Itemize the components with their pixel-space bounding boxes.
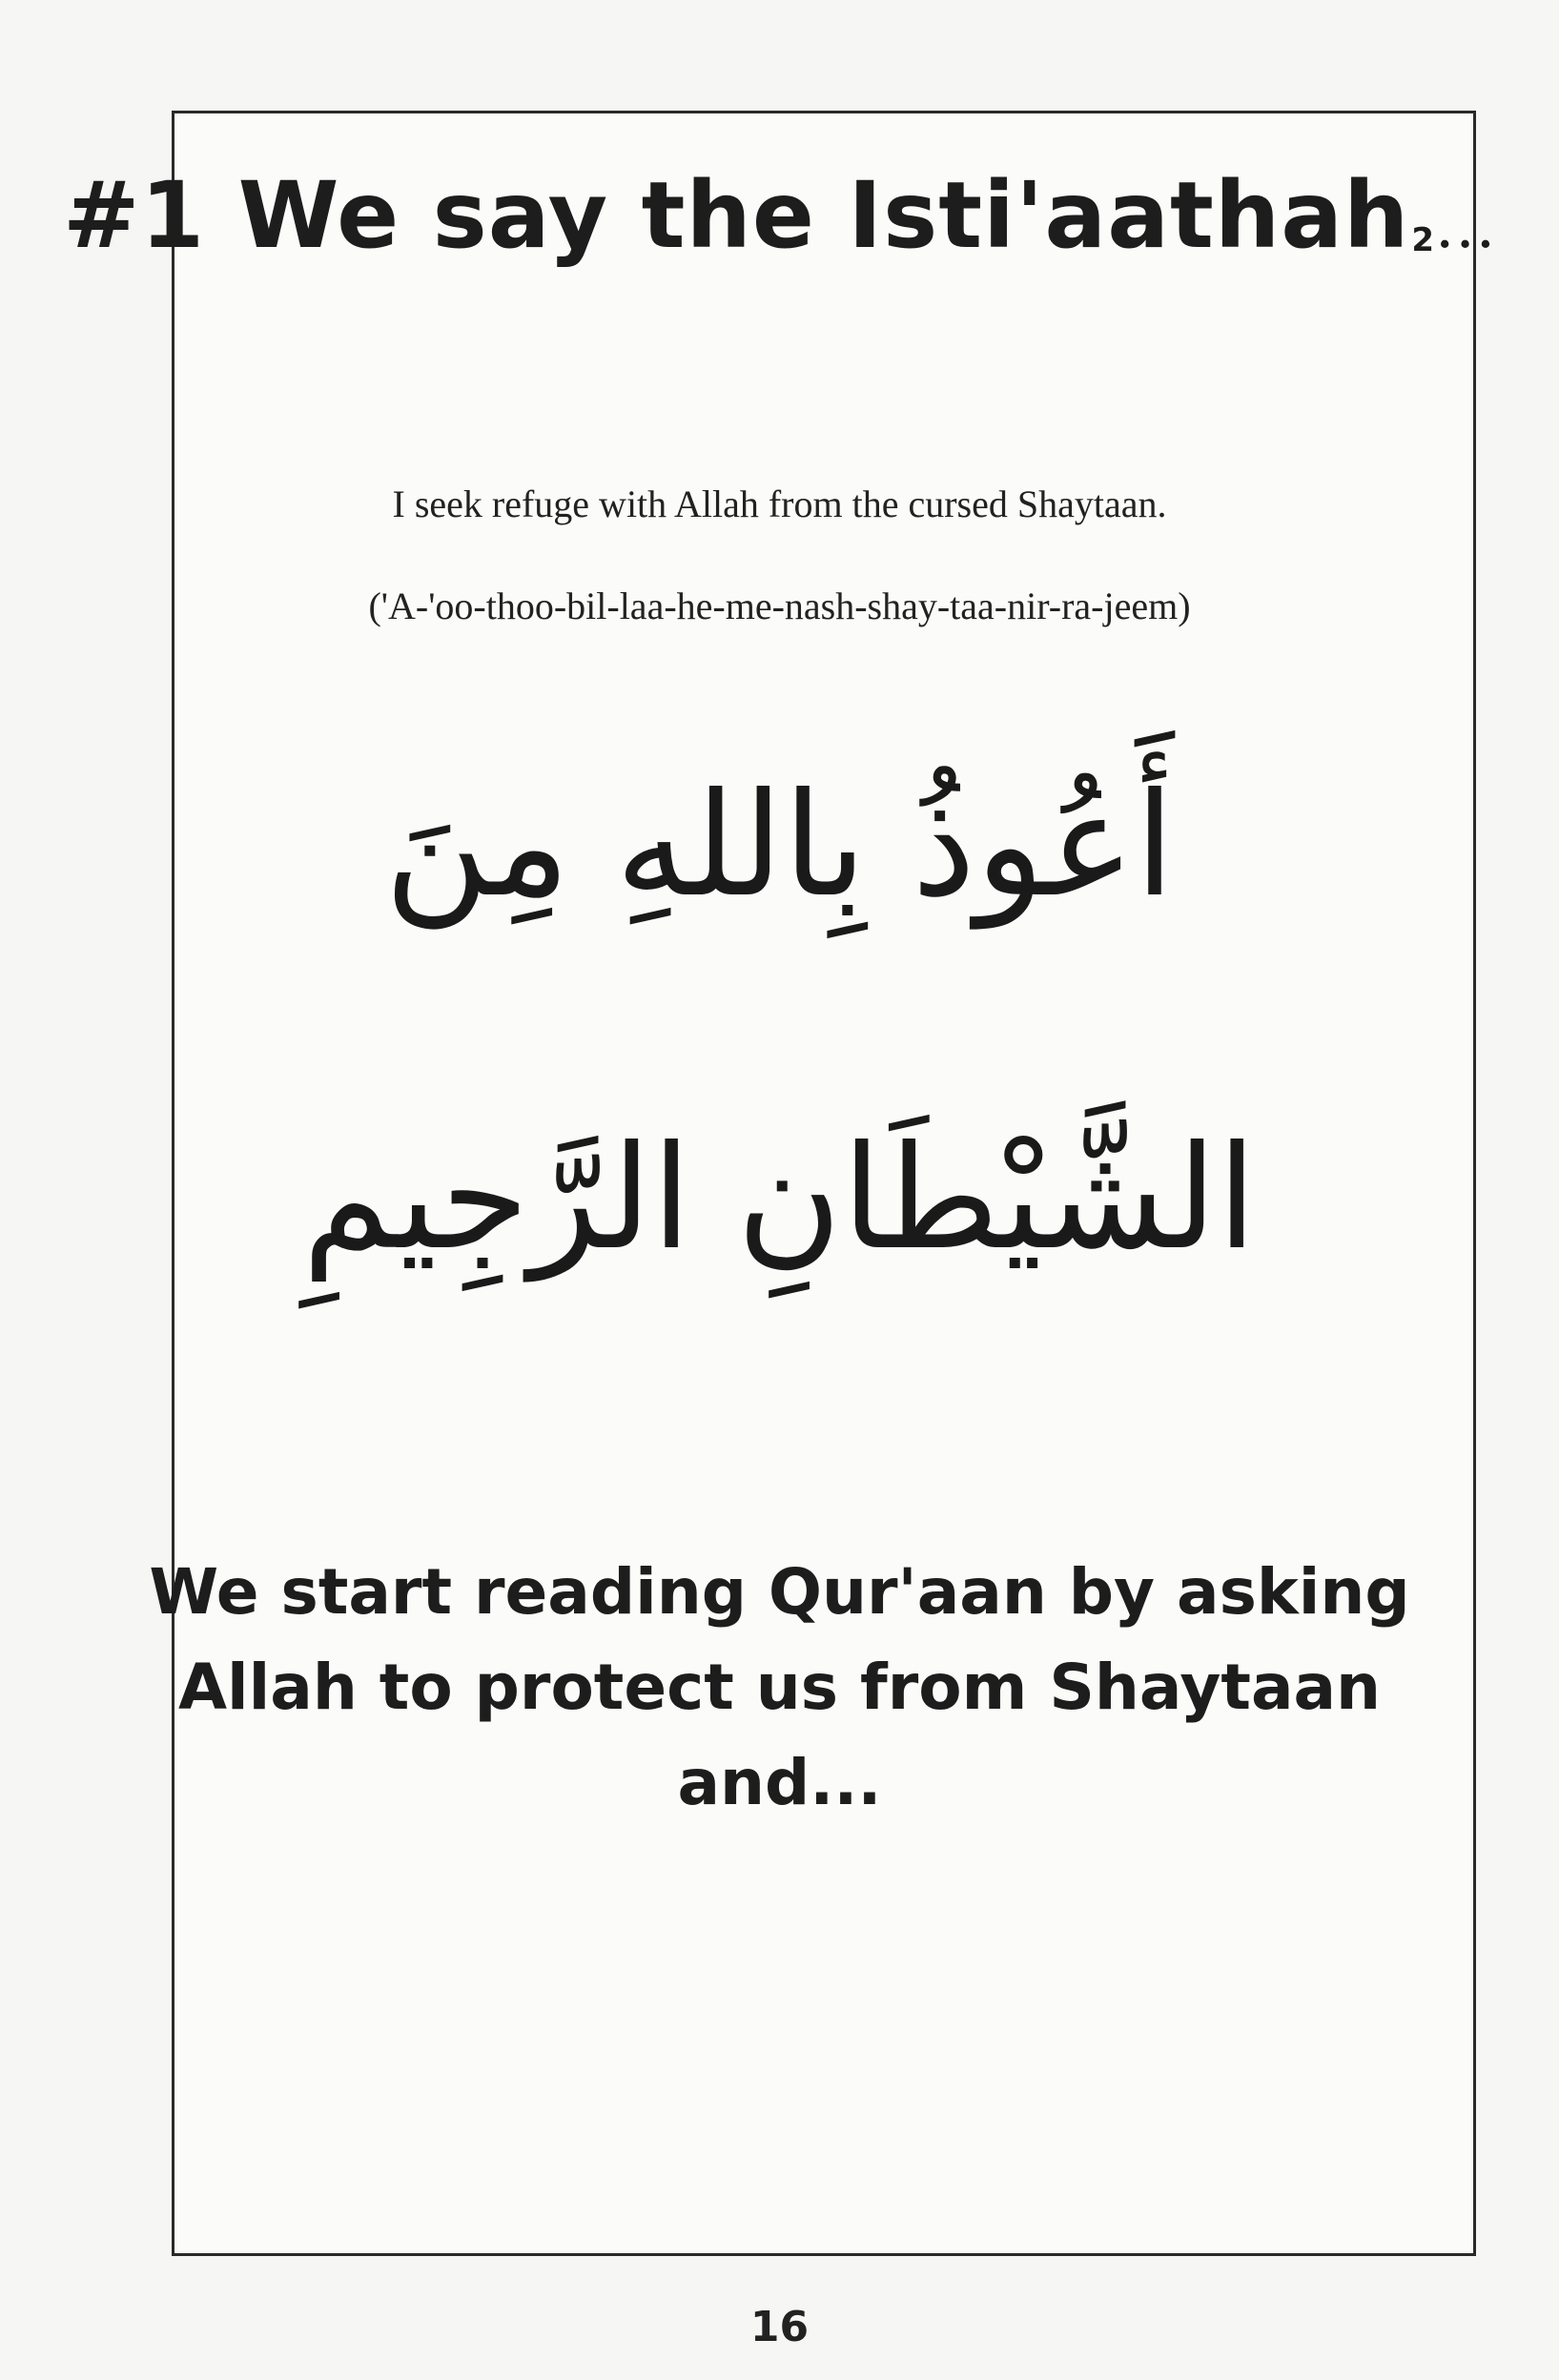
page-title bbox=[0, 162, 1559, 269]
arabic-line-2: الشَّيْطَانِ الرَّجِيمِ bbox=[301, 1116, 1257, 1282]
explanation-line-3: and... bbox=[677, 1746, 882, 1819]
page-number: 16 bbox=[749, 2303, 810, 2351]
title-ellipsis: ... bbox=[1435, 192, 1497, 262]
footnote-marker: 2 bbox=[1411, 221, 1435, 259]
title-text: #1 We say the Isti'aathah bbox=[62, 162, 1410, 269]
transliteration: ('A-'oo-thoo-bil-laa-he-me-nash-shay-taa-nir-ra-jeem) bbox=[368, 585, 1191, 627]
explanation-line-2: Allah to protect us from Shaytaan bbox=[177, 1651, 1382, 1724]
english-meaning: I seek refuge with Allah from the cursed Shaytaan. bbox=[392, 482, 1167, 525]
explanation-text bbox=[38, 1545, 1521, 1831]
arabic-line-1: أَعُوذُ بِاللهِ مِنَ bbox=[384, 763, 1175, 929]
explanation-line-1: We start reading Qur'aan by asking bbox=[149, 1555, 1410, 1629]
